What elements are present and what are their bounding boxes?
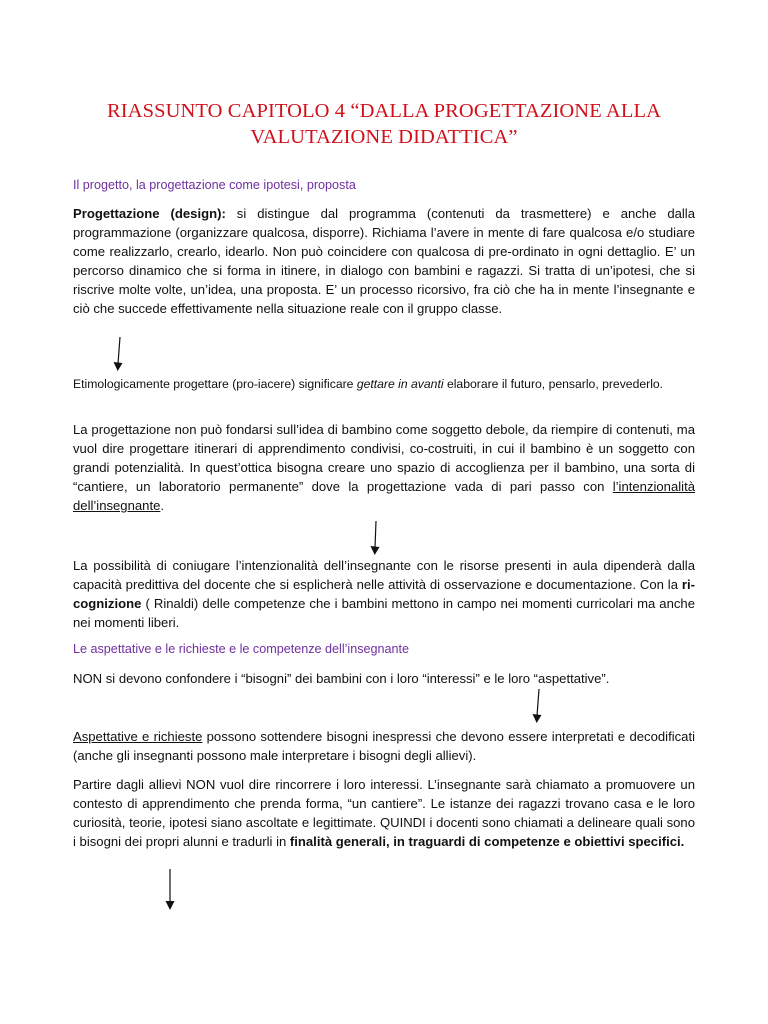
- etimologia-text-before: Etimologicamente progettare (pro-iacere) significare: [73, 377, 357, 391]
- intenzionalita-text-after: ( Rinaldi) delle competenze che i bambini mettono in campo nei momenti curricolari ma anche nei momenti liberi.: [73, 596, 695, 630]
- paragraph-aspettative: [73, 727, 695, 765]
- term-progettazione: Progettazione (design):: [73, 206, 226, 221]
- aspettative-underlined: Aspettative e richieste: [73, 729, 203, 744]
- arrow-down-icon: [162, 868, 178, 912]
- title-line-2: VALUTAZIONE DIDATTICA”: [250, 126, 518, 148]
- paragraph-intenzionalita: [73, 556, 695, 632]
- arrow-down-icon: [368, 520, 384, 556]
- paragraph-progettazione: [73, 204, 695, 318]
- arrow-down-icon: [530, 688, 546, 724]
- section-heading-progetto: Il progetto, la progettazione come ipotesi, proposta: [73, 178, 356, 192]
- aspettative-text: possono sottendere bisogni inespressi che devono essere interpretati e decodificati (anche gli insegnanti possono male interpretare i bisogni degli allievi).: [73, 729, 695, 763]
- partire-allievi-text: Partire dagli allievi NON vuol dire rincorrere i loro interessi. L’insegnante sarà chiamato a promuovere un contesto di apprendimento che prenda forma, “un cantiere”. Le istanze dei ragazzi trovano casa e le loro curiosità, teorie, ipotesi siano ascoltate e legittimate. QUINDI i docenti sono chiamati a delineare quali sono i bisogni dei propri alunni e tradurli in: [73, 777, 695, 849]
- intenzionalita-text-before: La possibilità di coniugare l’intenzionalità dell’insegnante con le risorse presenti in aula dipenderà dalla capacità predittiva del docente che si esplicherà nelle attività di osservazione e documentazione. Con la: [73, 558, 695, 592]
- document-title: [60, 98, 708, 150]
- arrow-down-icon: [111, 336, 127, 372]
- paragraph-progettazione-text: si distingue dal programma (contenuti da trasmettere) e anche dalla programmazione (organizzare qualcosa, disporre). Richiama l’avere in mente di fare qualcosa e/o studiare come realizzarlo, crearlo, idearlo. Non può coincidere con qualcosa di pre-ordinato in ogni dettaglio. E’ un percorso dinamico che si forma in itinere, in dialogo con bambini e ragazzi. Si tratta di un’ipotesi, che si riscrive molte volte, un’idea, una proposta. E’ un processo ricorsivo, fra ciò che ha in mente l’insegnante e ciò che succede effettivamente nella situazione reale con il gruppo classe.: [73, 206, 695, 316]
- paragraph-progettazione-bambino: [73, 420, 695, 515]
- paragraph-end-punct: .: [160, 498, 165, 513]
- title-line-1: RIASSUNTO CAPITOLO 4 “DALLA PROGETTAZIONE ALLA: [107, 100, 661, 122]
- finalita-bold: finalità generali, in traguardi di competenze e obiettivi specifici: [289, 834, 681, 849]
- ricognizione-bold: ri-cognizione: [73, 577, 695, 611]
- etimologia-italic: gettare in avanti: [356, 377, 444, 391]
- intenzionalita-underlined: l’intenzionalità dell’insegnante: [73, 479, 695, 513]
- paragraph-progettazione-bambino-text: La progettazione non può fondarsi sull’idea di bambino come soggetto debole, da riempire di contenuti, ma vuol dire progettare itinerari di apprendimento condivisi, co-costruiti, in cui il bambino è un soggetto con grandi potenzialità. In quest’ottica bisogna creare uno spazio di accoglienza per il bambino, una sorta di “cantiere, un laboratorio permanente” dove la progettazione vada di pari passo con: [73, 422, 695, 494]
- paragraph-bisogni: NON si devono confondere i “bisogni” dei bambini con i loro “interessi” e le loro “aspettative”.: [73, 671, 610, 686]
- paragraph-etimologia: [73, 376, 695, 394]
- etimologia-text-after: elaborare il futuro, pensarlo, prevederlo.: [443, 377, 664, 391]
- paragraph-partire-allievi: [73, 775, 695, 851]
- section-heading-aspettative: Le aspettative e le richieste e le competenze dell’insegnante: [73, 642, 410, 656]
- paragraph-end-punct: .: [680, 834, 685, 849]
